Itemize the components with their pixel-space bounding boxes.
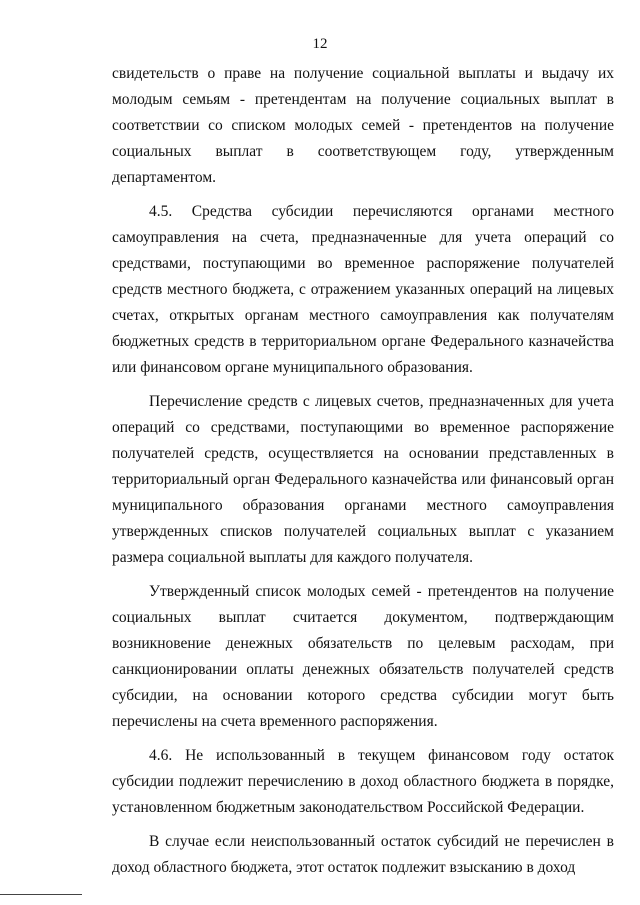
paragraph-transfer-of-funds: Перечисление средств с лицевых счетов, предназначенных для учета операций со средствами, поступающими во временное распоряжение получателей средств, осуществляется на основании представленных в территориальный орган Федерального казначейства или финансовый орган муниципального образования органами местного самоуправления утвержденных списков получателей социальных выплат с указанием размера социальной выплаты для каждого получателя. — [112, 393, 614, 566]
page-number: 12 — [312, 36, 328, 52]
paragraph-4-6: 4.6. Не использованный в текущем финансовом году остаток субсидии подлежит перечислению в доход областного бюджета в порядке, установленном бюджетным законодательством Российской Федерации. — [112, 747, 614, 816]
paragraph-approved-list: Утвержденный список молодых семей - претендентов на получение социальных выплат считается документом, подтверждающим возникновение денежных обязательств по целевым расходам, при санкционировании оплаты денежных обязательств получателей средств субсидии, на основании которого средства субсидии могут быть перечислены на счета временного распоряжения. — [112, 583, 614, 730]
paragraph-4-5: 4.5. Средства субсидии перечисляются органами местного самоуправления на счета, предназначенные для учета операций со средствами, поступающими во временное распоряжение получателей средств местного бюджета, с отражением указанных операций на лицевых счетах, открытых органам местного самоуправления как получателям бюджетных средств в территориальном органе Федерального казначейства или финансовом органе муниципального образования. — [112, 203, 614, 376]
footer-divider — [0, 894, 82, 895]
paragraph-continuation: свидетельств о праве на получение социальной выплаты и выдачу их молодым семьям - претендентам на получение социальных выплат в соответствии со списком молодых семей - претендентов на получение социальных выплат в соответствующем году, утвержденным департаментом. — [112, 65, 614, 186]
paragraph-unused-balance: В случае если неиспользованный остаток субсидий не перечислен в доход областного бюджета, этот остаток подлежит взысканию в доход — [112, 833, 614, 876]
document-body — [112, 61, 614, 881]
